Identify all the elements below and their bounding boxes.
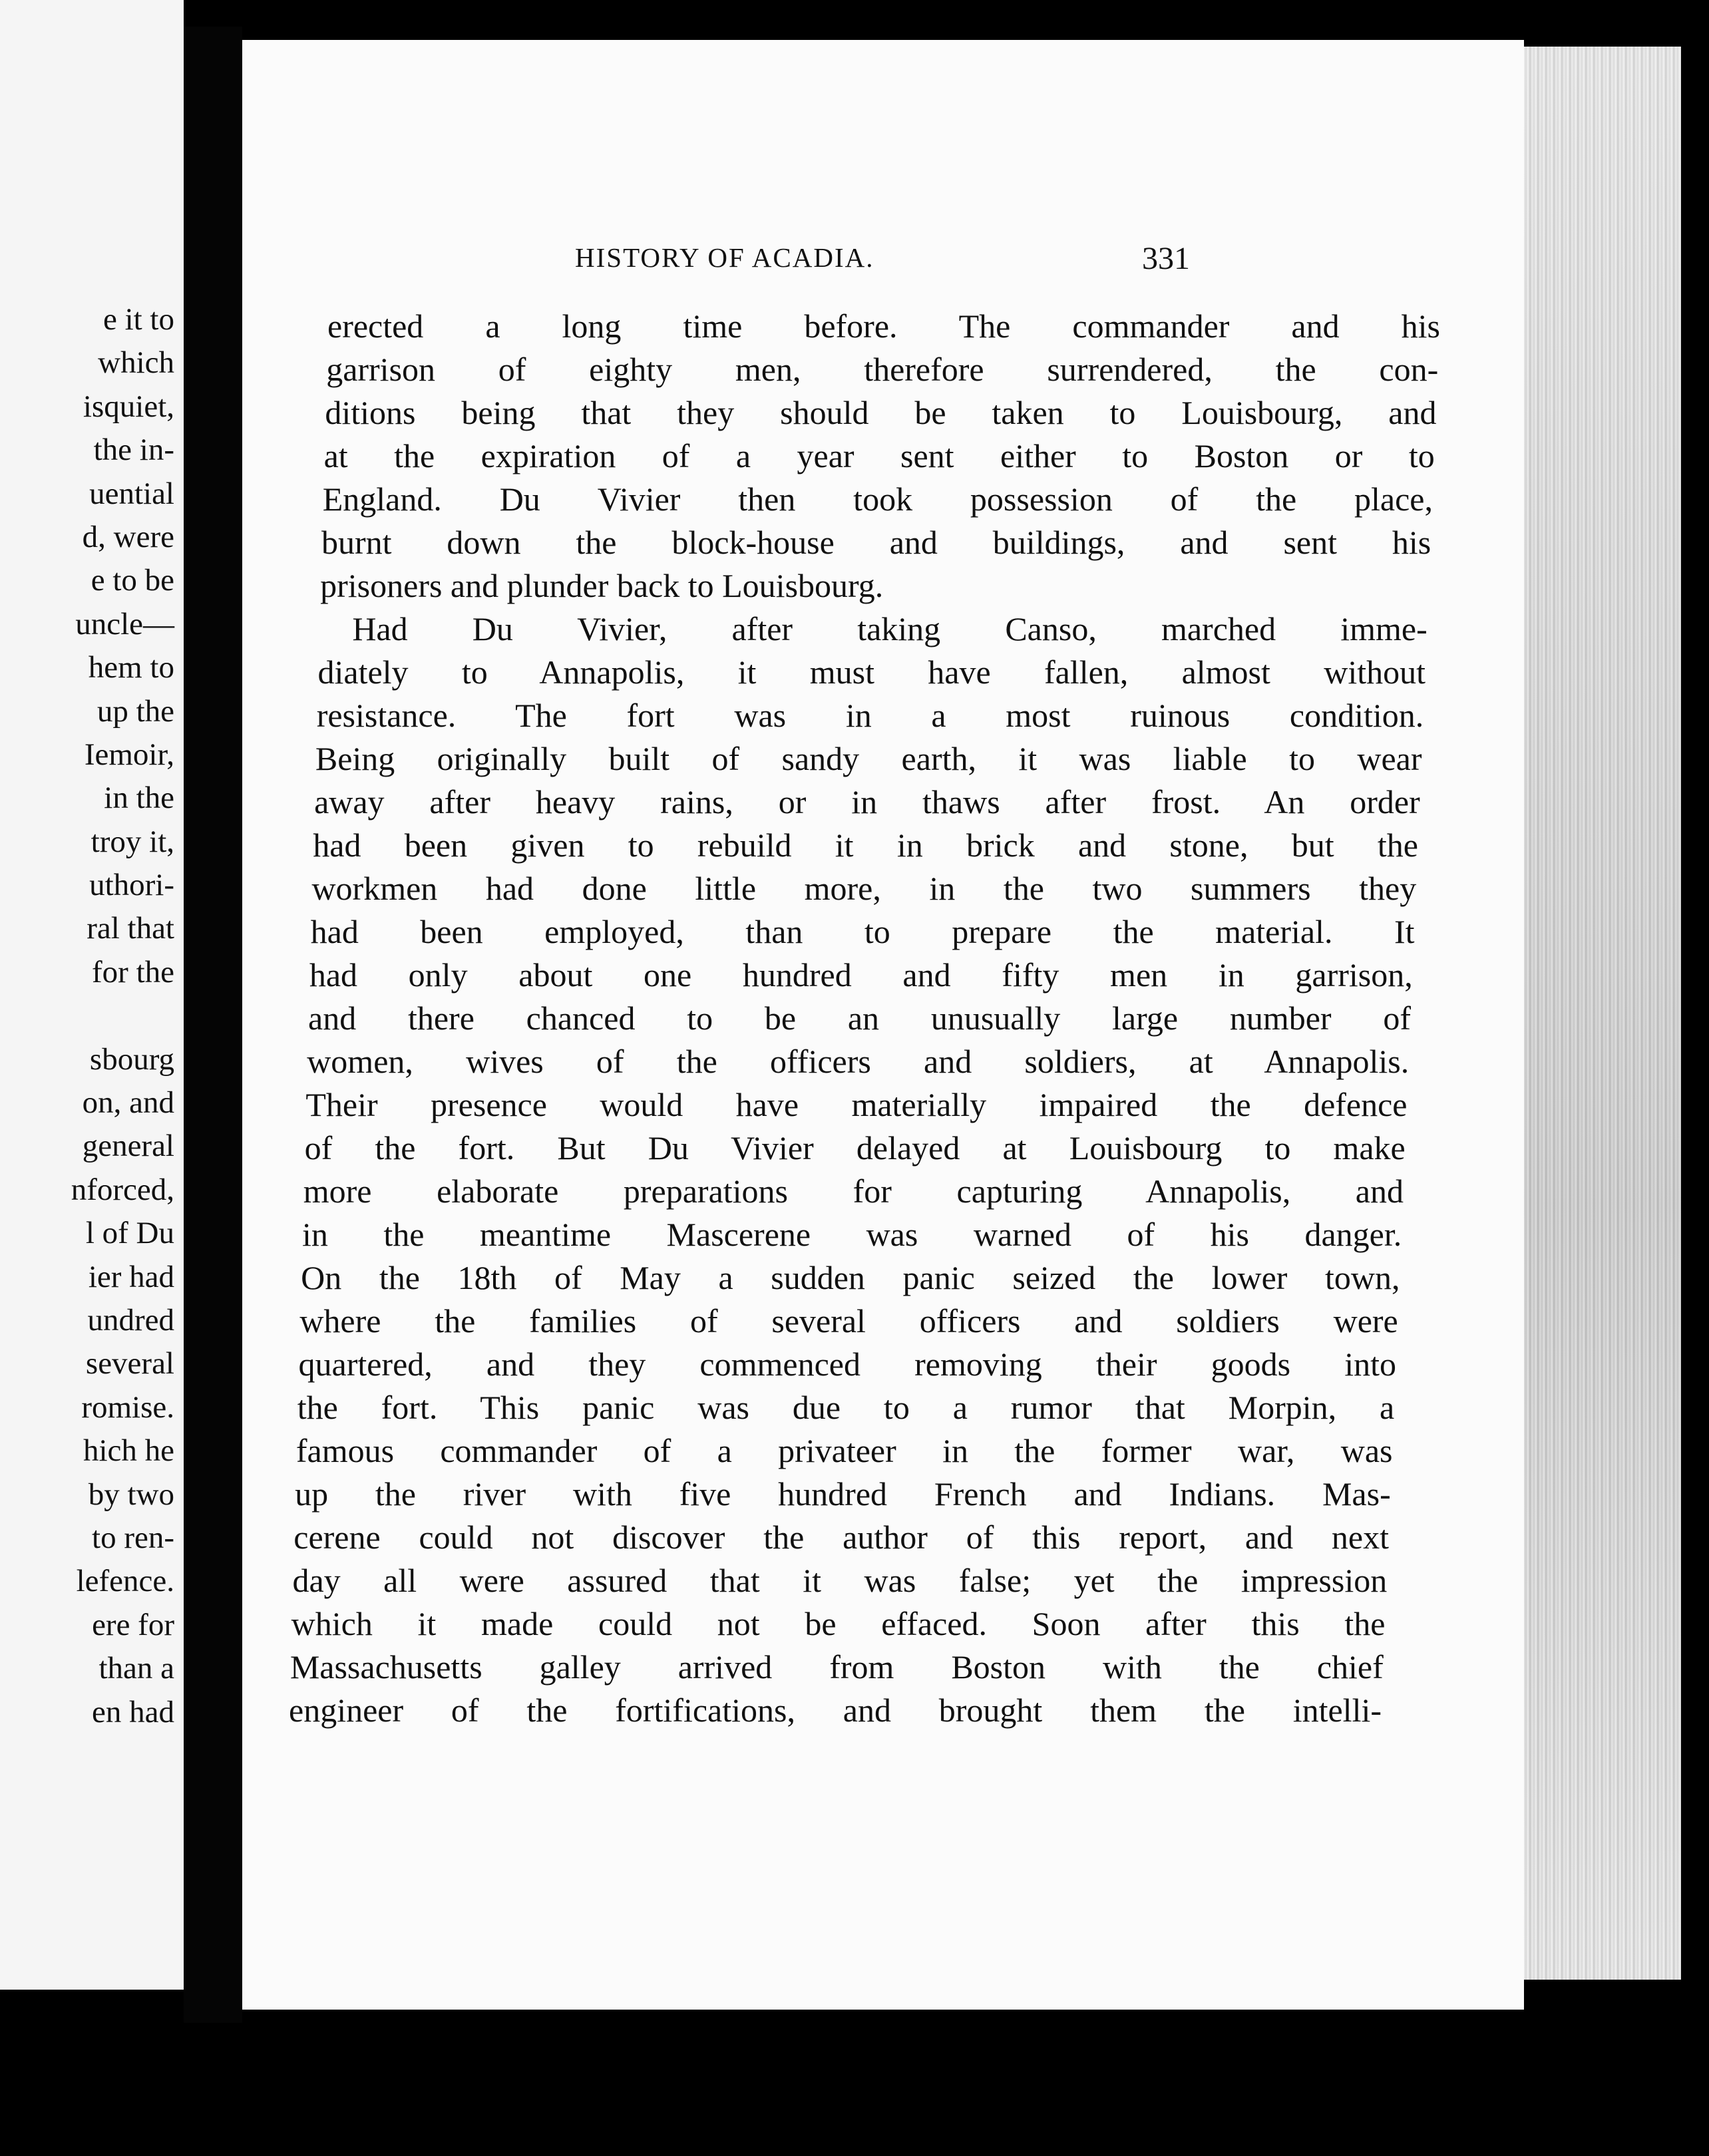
- book-page: [242, 40, 1524, 2010]
- text-line: garrison of eighty men, therefore surrendered, the con-: [326, 351, 1439, 388]
- text-line: prisoners and plunder back to Louisbourg.: [320, 567, 884, 604]
- text-line: burnt down the block-house and buildings, and sent his: [321, 524, 1431, 561]
- text-line: had been given to rebuild it in brick and stone, but the: [313, 826, 1418, 864]
- text-line: Being originally built of sandy earth, it was liable to wear: [315, 740, 1422, 777]
- facing-page-line: isquiet,: [83, 389, 174, 424]
- facing-page-line: uthori-: [89, 868, 174, 903]
- text-line: resistance. The fort was in a most ruinous condition.: [316, 697, 1424, 734]
- facing-page-line: for the: [92, 954, 174, 989]
- text-line: women, wives of the officers and soldiers, at Annapolis.: [307, 1043, 1410, 1080]
- facing-page-left: [0, 0, 184, 1990]
- facing-page-line: ier had: [88, 1259, 174, 1294]
- text-line: Massachusetts galley arrived from Boston with the chief: [289, 1648, 1384, 1686]
- text-line: workmen had done little more, in the two summers they: [311, 870, 1417, 907]
- facing-page-line: general: [82, 1129, 174, 1164]
- facing-page-line: d, were: [82, 519, 174, 554]
- text-line: had only about one hundred and fifty men in garrison,: [309, 956, 1413, 993]
- facing-page-line: lefence.: [76, 1564, 174, 1599]
- facing-page-line: hem to: [88, 650, 174, 685]
- facing-page-text: [71, 298, 174, 1734]
- facing-page-line: [71, 994, 174, 1037]
- facing-page-line: e it to: [102, 302, 174, 337]
- text-line: up the river with five hundred French and Indians. Mas-: [295, 1475, 1391, 1513]
- text-line: ditions being that they should be taken to Louisbourg, and: [325, 394, 1437, 431]
- text-line: engineer of the fortifications, and brought them the intelli-: [289, 1692, 1382, 1729]
- facing-page-line: troy it,: [91, 824, 174, 859]
- text-line: of the fort. But Du Vivier delayed at Louisbourg to make: [304, 1129, 1406, 1167]
- facing-page-line: Iemoir,: [84, 737, 174, 772]
- text-line: On the 18th of May a sudden panic seized the lower town,: [301, 1259, 1400, 1296]
- facing-page-line: by two: [88, 1477, 174, 1512]
- facing-page-line: ral that: [87, 911, 174, 946]
- facing-page-line: nforced,: [71, 1172, 174, 1207]
- facing-page-line: the in-: [93, 433, 174, 468]
- page-edges: [1524, 47, 1681, 1980]
- text-line: Their presence would have materially impaired the defence: [305, 1086, 1408, 1123]
- facing-page-line: en had: [92, 1694, 174, 1729]
- text-line: had been employed, than to prepare the material. It: [310, 913, 1415, 950]
- text-line: in the meantime Mascerene was warned of his danger.: [301, 1216, 1402, 1253]
- text-line: erected a long time before. The commander and his: [327, 307, 1440, 345]
- text-line: famous commander of a privateer in the former war, was: [295, 1432, 1393, 1469]
- text-line: day all were assured that it was false; yet the impression: [292, 1562, 1388, 1599]
- facing-page-line: which: [98, 345, 174, 381]
- text-line: Had Du Vivier, after taking Canso, marched imme-: [352, 610, 1427, 647]
- facing-page-line: ere for: [92, 1607, 174, 1642]
- text-line: which it made could not be effaced. Soon after this the: [291, 1605, 1386, 1642]
- book-gutter: [184, 27, 242, 2023]
- text-line: the fort. This panic was due to a rumor that Morpin, a: [297, 1389, 1395, 1426]
- text-line: diately to Annapolis, it must have fallen, almost without: [317, 653, 1425, 691]
- facing-page-line: uential: [89, 476, 174, 511]
- facing-page-line: in the: [104, 781, 174, 816]
- text-line: quartered, and they commenced removing their goods into: [298, 1346, 1396, 1383]
- facing-page-line: on, and: [82, 1085, 174, 1121]
- page-number: 331: [1142, 241, 1190, 276]
- facing-page-line: l of Du: [85, 1216, 174, 1251]
- text-line: more elaborate preparations for capturing Annapolis, and: [303, 1172, 1404, 1210]
- facing-page-line: e to be: [91, 563, 174, 598]
- text-line: away after heavy rains, or in thaws after frost. An order: [314, 783, 1420, 820]
- text-line: at the expiration of a year sent either to Boston or to: [323, 437, 1435, 474]
- facing-page-line: to ren-: [92, 1520, 174, 1555]
- running-title: HISTORY OF ACADIA.: [575, 242, 874, 273]
- text-line: cerene could not discover the author of this report, and next: [293, 1519, 1389, 1556]
- running-head: [242, 242, 1524, 288]
- facing-page-line: than a: [98, 1651, 174, 1686]
- text-line: England. Du Vivier then took possession of the place,: [322, 480, 1433, 518]
- facing-page-line: romise.: [81, 1389, 174, 1425]
- facing-page-line: sbourg: [89, 1041, 174, 1077]
- facing-page-line: undred: [87, 1302, 174, 1338]
- text-line: where the families of several officers and soldiers were: [299, 1302, 1398, 1340]
- facing-page-line: uncle—: [75, 606, 174, 641]
- text-line: and there chanced to be an unusually large number of: [308, 999, 1411, 1037]
- facing-page-line: hich he: [83, 1433, 174, 1469]
- facing-page-line: several: [85, 1346, 174, 1381]
- facing-page-line: up the: [96, 693, 174, 729]
